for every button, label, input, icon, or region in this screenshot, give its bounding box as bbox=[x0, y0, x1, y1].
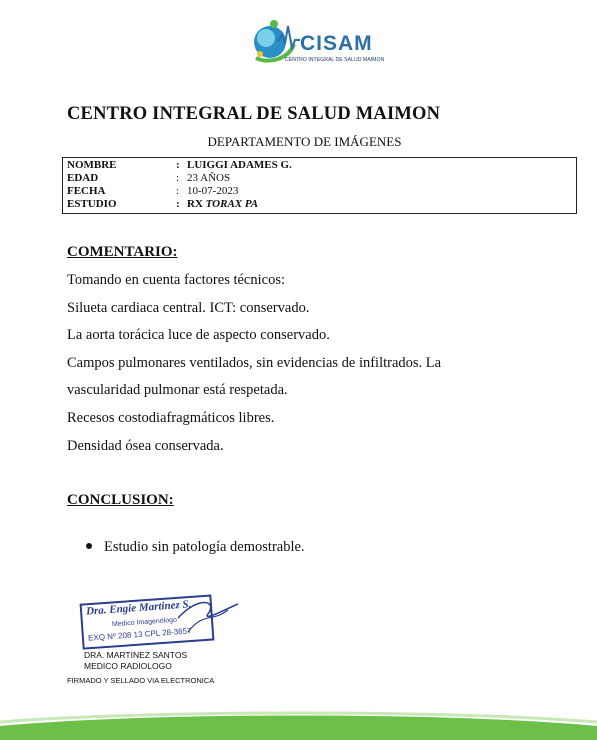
field-separator: : bbox=[176, 185, 180, 197]
conclusion-heading: CONCLUSION: bbox=[67, 492, 174, 508]
study-type: RX bbox=[187, 198, 206, 210]
field-label: NOMBRE bbox=[67, 159, 117, 171]
doctor-role: MEDICO RADIOLOGO bbox=[84, 661, 172, 671]
study-date-value: 10-07-2023 bbox=[187, 185, 239, 197]
comment-line: Silueta cardiaca central. ICT: conservado. bbox=[67, 300, 310, 316]
comment-line: Tomando en cuenta factores técnicos: bbox=[67, 272, 286, 288]
stamp-title: Medico Imagenólogo bbox=[111, 616, 178, 629]
field-separator: : bbox=[176, 172, 180, 184]
study-region: TORAX PA bbox=[205, 198, 259, 210]
comment-line: Densidad ósea conservada. bbox=[67, 438, 224, 454]
document-title: CENTRO INTEGRAL DE SALUD MAIMON bbox=[67, 104, 441, 124]
conclusion-item bbox=[86, 539, 305, 556]
comment-line: La aorta torácica luce de aspecto conservado. bbox=[67, 327, 330, 343]
signature-stamp bbox=[78, 592, 243, 650]
logo-brand: CISAM bbox=[300, 32, 373, 55]
footer-wave bbox=[0, 700, 597, 740]
comment-line: Recesos costodiafragmáticos libres. bbox=[67, 410, 275, 426]
comment-line: Campos pulmonares ventilados, sin evidencias de infiltrados. La bbox=[67, 355, 442, 371]
conclusion-text: Estudio sin patología demostrable. bbox=[104, 539, 305, 555]
comment-line: vascularidad pulmonar está respetada. bbox=[67, 382, 288, 398]
patient-name-value: LUIGGI ADAMES G. bbox=[187, 159, 292, 171]
field-label: EDAD bbox=[67, 172, 99, 184]
logo-subtitle: CENTRO INTEGRAL DE SALUD MAIMON bbox=[285, 57, 385, 63]
field-separator: : bbox=[176, 159, 180, 171]
patient-age-value: 23 AÑOS bbox=[187, 172, 231, 184]
department-name: DEPARTAMENTO DE IMÁGENES bbox=[207, 134, 402, 149]
stamp-doctor-name: Dra. Engie Martinez S. bbox=[85, 598, 192, 618]
study-value bbox=[187, 198, 258, 211]
field-label: ESTUDIO bbox=[67, 198, 117, 210]
field-label: FECHA bbox=[67, 185, 106, 197]
logo-emblem-icon bbox=[248, 14, 308, 72]
cisam-logo bbox=[248, 14, 385, 72]
patient-info-box bbox=[62, 157, 577, 214]
bullet-icon bbox=[86, 543, 92, 549]
doctor-name: DRA. MARTINEZ SANTOS bbox=[84, 650, 188, 660]
comment-heading: COMENTARIO: bbox=[67, 244, 178, 260]
electronic-signature-note: FIRMADO Y SELLADO VIA ELECTRONICA bbox=[67, 676, 215, 685]
field-separator: : bbox=[176, 198, 180, 210]
stamp-license: EXQ Nº 208 13 CPL 28-3657 bbox=[87, 626, 192, 643]
